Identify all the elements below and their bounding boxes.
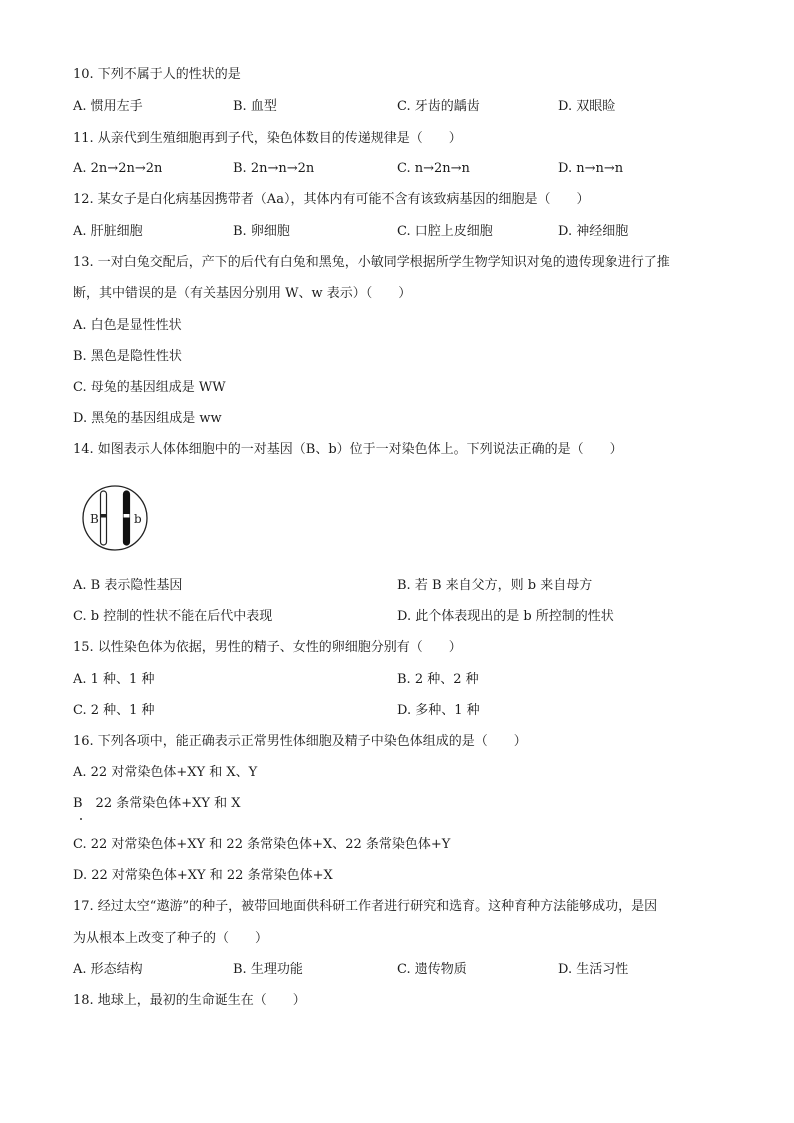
gene-b-band-light (101, 514, 107, 518)
q13-option-b: B. 黑色是隐性性状 (73, 349, 182, 364)
q11-option-d: D. n→n→n (558, 161, 624, 176)
q12-option-c: C. 口腔上皮细胞 (397, 224, 493, 239)
q16-option-c: C. 22 对常染色体+XY 和 22 条常染色体+X、22 条常染色体+Y (73, 837, 451, 852)
q13-option-d: D. 黑兔的基因组成是 ww (73, 411, 222, 426)
q14-option-d: D. 此个体表现出的是 b 所控制的性状 (397, 609, 614, 624)
q17-option-d: D. 生活习性 (558, 962, 629, 977)
q16-option-b: B 22 条常染色体+XY 和 X (73, 796, 241, 811)
q13-stem-line2: 断，其中错误的是（有关基因分别用 W、w 表示）（ ） (73, 286, 412, 301)
q15-stem: 15. 以性染色体为依据，男性的精子、女性的卵细胞分别有（ ） (73, 640, 462, 655)
q15-option-c: C. 2 种、1 种 (73, 703, 155, 718)
q15-option-b: B. 2 种、2 种 (397, 672, 479, 687)
q15-option-a: A. 1 种、1 种 (73, 672, 155, 687)
q11-option-b: B. 2n→n→2n (233, 161, 315, 176)
q11-stem: 11. 从亲代到生殖细胞再到子代，染色体数目的传递规律是（ ） (73, 131, 462, 146)
chromosome-dark (124, 491, 130, 545)
q10-option-b: B. 血型 (233, 99, 277, 114)
q18-stem: 18. 地球上，最初的生命诞生在（ ） (73, 993, 306, 1008)
q17-option-a: A. 形态结构 (73, 962, 143, 977)
q10-option-d: D. 双眼睑 (558, 99, 616, 114)
q12-option-b: B. 卵细胞 (233, 224, 290, 239)
gene-label-upper-b: B (90, 512, 99, 526)
q14-option-b: B. 若 B 来自父方，则 b 来自母方 (397, 578, 593, 593)
q17-option-c: C. 遗传物质 (397, 962, 467, 977)
q14-option-a: A. B 表示隐性基因 (73, 578, 183, 593)
q11-option-a: A. 2n→2n→2n (73, 161, 163, 176)
gene-b-band-dark (124, 514, 130, 518)
q16-option-d: D. 22 对常染色体+XY 和 22 条常染色体+X (73, 868, 333, 883)
q13-option-a: A. 白色是显性性状 (73, 318, 182, 333)
chromosome-light (101, 491, 107, 545)
q10-stem: 10. 下列不属于人的性状的是 (73, 67, 241, 82)
chromosome-pair-figure (80, 483, 150, 553)
q13-stem-line1: 13. 一对白兔交配后，产下的后代有白兔和黑兔，小敏同学根据所学生物学知识对兔的遗传现象进行了推 (73, 255, 670, 270)
q16-option-a: A. 22 对常染色体+XY 和 X、Y (73, 765, 258, 780)
q14-stem: 14. 如图表示人体体细胞中的一对基因（B、b）位于一对染色体上。下列说法正确的是（ ） (73, 442, 623, 457)
stray-dot (80, 818, 82, 820)
q10-option-c: C. 牙齿的龋齿 (397, 99, 480, 114)
q12-option-a: A. 肝脏细胞 (73, 224, 143, 239)
q13-option-c: C. 母兔的基因组成是 WW (73, 380, 226, 395)
q12-stem: 12. 某女子是白化病基因携带者（Aa），其体内有可能不含有该致病基因的细胞是（ ） (73, 192, 590, 207)
q11-option-c: C. n→2n→n (397, 161, 470, 176)
q16-stem: 16. 下列各项中，能正确表示正常男性体细胞及精子中染色体组成的是（ ） (73, 734, 527, 749)
q17-stem-line2: 为从根本上改变了种子的（ ） (73, 931, 269, 946)
gene-label-lower-b: b (134, 512, 142, 526)
q14-option-c: C. b 控制的性状不能在后代中表现 (73, 609, 273, 624)
q15-option-d: D. 多种、1 种 (397, 703, 480, 718)
q10-option-a: A. 惯用左手 (73, 99, 143, 114)
q17-option-b: B. 生理功能 (233, 962, 303, 977)
q17-stem-line1: 17. 经过太空“遨游”的种子，被带回地面供科研工作者进行研究和选育。这种育种方法能够成功，是因 (73, 899, 658, 914)
q12-option-d: D. 神经细胞 (558, 224, 629, 239)
